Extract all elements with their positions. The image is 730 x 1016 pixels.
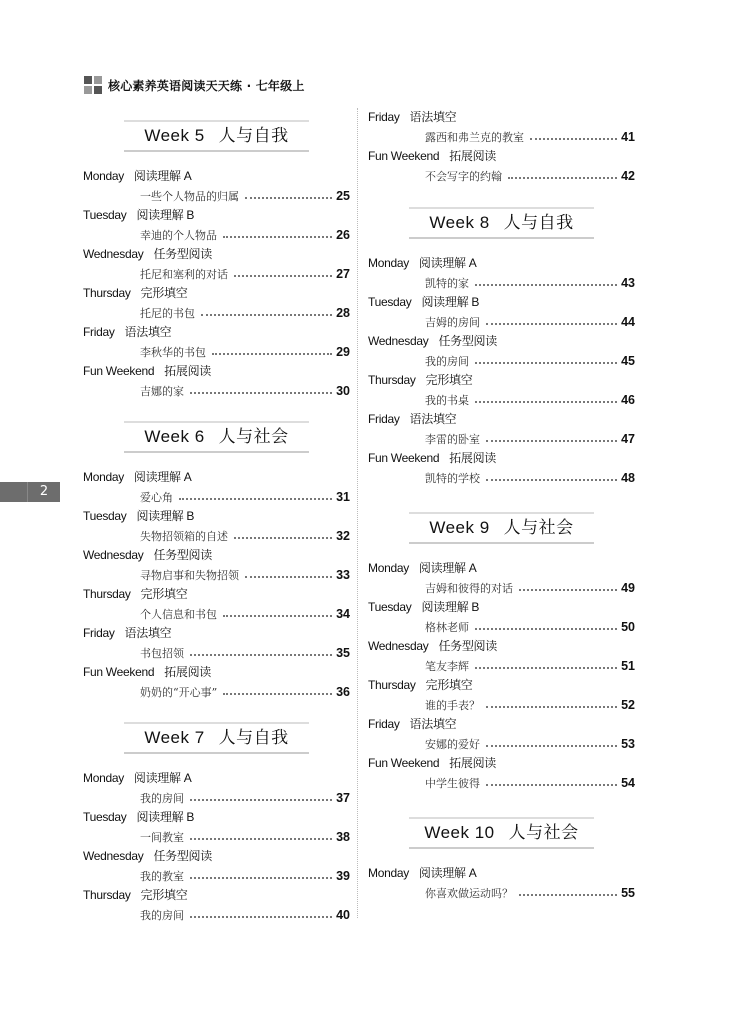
week-theme: 人与社会 <box>503 518 574 537</box>
exercise-type: 任务型阅读 <box>438 334 497 348</box>
toc-entry-link[interactable] <box>368 469 635 489</box>
week-label: Week 7 <box>144 728 205 747</box>
day-line <box>368 637 635 657</box>
week-section <box>83 120 350 401</box>
dot-leader <box>530 128 617 140</box>
entry-page-number: 38 <box>336 829 350 844</box>
day-label: Wednesday <box>83 849 144 863</box>
toc-entry-link[interactable] <box>83 566 350 586</box>
entry-title: 托尼和塞利的对话 <box>140 267 228 281</box>
day-label: Tuesday <box>83 810 127 824</box>
entry-page-number: 30 <box>336 383 350 398</box>
dot-leader <box>486 735 617 747</box>
day-label: Monday <box>83 169 124 183</box>
day-label: Fun Weekend <box>368 451 440 465</box>
entry-title: 寻物启事和失物招领 <box>140 568 239 582</box>
entry-page-number: 42 <box>621 168 635 183</box>
toc-entry-link[interactable] <box>83 789 350 809</box>
week-theme: 人与自我 <box>218 126 289 145</box>
week-section <box>368 512 635 793</box>
day-line <box>368 410 635 430</box>
week-heading <box>409 817 594 849</box>
week-theme: 人与社会 <box>218 427 289 446</box>
dot-leader <box>223 605 332 617</box>
entry-page-number: 47 <box>621 431 635 446</box>
dot-leader <box>190 644 332 656</box>
dot-leader <box>223 683 332 695</box>
toc-entry-link[interactable] <box>368 774 635 794</box>
day-label: Thursday <box>83 587 131 601</box>
entry-page-number: 26 <box>336 227 350 242</box>
toc-entry-link[interactable] <box>368 696 635 716</box>
page-number-tab <box>0 482 60 502</box>
dot-leader <box>475 657 617 669</box>
toc-entry-link[interactable] <box>368 430 635 450</box>
exercise-type: 阅读理解 A <box>133 771 192 785</box>
entry-page-number: 40 <box>336 907 350 922</box>
toc-entry-link[interactable] <box>368 618 635 638</box>
day-label: Thursday <box>368 678 416 692</box>
exercise-type: 阅读理解 B <box>421 295 480 309</box>
dot-leader <box>234 527 332 539</box>
dot-leader <box>486 469 617 481</box>
toc-entry-link[interactable] <box>83 343 350 363</box>
page-number: 2 <box>27 482 60 502</box>
day-label: Wednesday <box>83 247 144 261</box>
week-section <box>368 108 635 186</box>
entry-title: 一间教室 <box>140 830 184 844</box>
day-line <box>368 293 635 313</box>
entry-title: 我的房间 <box>140 908 184 922</box>
day-line <box>83 468 350 488</box>
day-line <box>83 769 350 789</box>
toc-entry-link[interactable] <box>83 527 350 547</box>
entry-title: 托尼的书包 <box>140 306 195 320</box>
entry-page-number: 50 <box>621 619 635 634</box>
day-line <box>83 284 350 304</box>
day-line <box>83 585 350 605</box>
entry-title: 格林老师 <box>425 620 469 634</box>
entry-title: 李雷的卧室 <box>425 432 480 446</box>
entry-page-number: 46 <box>621 392 635 407</box>
day-line <box>368 559 635 579</box>
toc-entry-link[interactable] <box>368 128 635 148</box>
day-line <box>368 449 635 469</box>
exercise-type: 阅读理解 B <box>421 600 480 614</box>
entry-page-number: 36 <box>336 684 350 699</box>
exercise-type: 拓展阅读 <box>164 665 212 679</box>
day-line <box>368 715 635 735</box>
entry-page-number: 35 <box>336 645 350 660</box>
day-line <box>368 332 635 352</box>
day-line <box>83 507 350 527</box>
day-label: Tuesday <box>83 509 127 523</box>
dot-leader <box>475 352 617 364</box>
week-heading <box>124 120 309 152</box>
exercise-type: 阅读理解 A <box>418 256 477 270</box>
dot-leader <box>234 265 332 277</box>
day-label: Wednesday <box>83 548 144 562</box>
dot-leader <box>486 430 617 442</box>
exercise-type: 任务型阅读 <box>153 548 212 562</box>
entry-page-number: 43 <box>621 275 635 290</box>
day-label: Wednesday <box>368 639 429 653</box>
entry-page-number: 49 <box>621 580 635 595</box>
week-section <box>83 722 350 925</box>
entry-title: 一些个人物品的归属 <box>140 189 239 203</box>
dot-leader <box>508 167 617 179</box>
dot-leader <box>245 566 332 578</box>
entry-title: 我的教室 <box>140 869 184 883</box>
toc-entry-link[interactable] <box>83 187 350 207</box>
entry-title: 幸迪的个人物品 <box>140 228 217 242</box>
entry-page-number: 28 <box>336 305 350 320</box>
toc-entry-link[interactable] <box>83 304 350 324</box>
exercise-type: 阅读理解 A <box>133 169 192 183</box>
dot-leader <box>519 884 617 896</box>
day-line <box>83 663 350 683</box>
day-line <box>83 323 350 343</box>
entry-page-number: 29 <box>336 344 350 359</box>
toc-entry-link[interactable] <box>83 828 350 848</box>
book-logo-icon <box>84 76 102 94</box>
exercise-type: 任务型阅读 <box>153 247 212 261</box>
entry-page-number: 54 <box>621 775 635 790</box>
day-label: Monday <box>368 866 409 880</box>
entry-title: 不会写字的约翰 <box>425 169 502 183</box>
day-label: Fun Weekend <box>83 364 155 378</box>
entry-title: 笔友李辉 <box>425 659 469 673</box>
dot-leader <box>245 187 332 199</box>
exercise-type: 拓展阅读 <box>449 451 497 465</box>
toc-entry-link[interactable] <box>368 884 635 904</box>
entry-page-number: 33 <box>336 567 350 582</box>
exercise-type: 阅读理解 A <box>418 561 477 575</box>
entry-page-number: 51 <box>621 658 635 673</box>
entry-title: 安娜的爱好 <box>425 737 480 751</box>
entry-title: 吉娜的家 <box>140 384 184 398</box>
day-line <box>368 371 635 391</box>
entry-page-number: 25 <box>336 188 350 203</box>
entry-page-number: 32 <box>336 528 350 543</box>
day-line <box>368 754 635 774</box>
exercise-type: 完形填空 <box>140 888 188 902</box>
toc-entry-link[interactable] <box>368 352 635 372</box>
exercise-type: 阅读理解 A <box>133 470 192 484</box>
day-label: Thursday <box>83 286 131 300</box>
exercise-type: 完形填空 <box>425 373 473 387</box>
exercise-type: 阅读理解 A <box>418 866 477 880</box>
exercise-type: 拓展阅读 <box>449 756 497 770</box>
toc-entry-link[interactable] <box>83 488 350 508</box>
day-line <box>368 147 635 167</box>
day-label: Fun Weekend <box>83 665 155 679</box>
entry-title: 李秋华的书包 <box>140 345 206 359</box>
day-label: Tuesday <box>368 600 412 614</box>
dot-leader <box>190 382 332 394</box>
dot-leader <box>190 867 332 879</box>
entry-title: 书包招领 <box>140 646 184 660</box>
column-divider <box>357 108 358 918</box>
dot-leader <box>475 618 617 630</box>
exercise-type: 拓展阅读 <box>164 364 212 378</box>
exercise-type: 语法填空 <box>409 717 457 731</box>
day-line <box>83 167 350 187</box>
day-line <box>368 676 635 696</box>
entry-page-number: 34 <box>336 606 350 621</box>
week-section <box>368 207 635 488</box>
day-label: Thursday <box>368 373 416 387</box>
toc-entry-link[interactable] <box>83 683 350 703</box>
toc-entry-link[interactable] <box>83 906 350 926</box>
entry-title: 凯特的学校 <box>425 471 480 485</box>
entry-title: 你喜欢做运动吗？ <box>425 886 513 900</box>
entry-page-number: 39 <box>336 868 350 883</box>
toc-entry-link[interactable] <box>83 605 350 625</box>
day-label: Fun Weekend <box>368 756 440 770</box>
day-line <box>83 245 350 265</box>
entry-title: 奶奶的“开心事” <box>140 685 218 699</box>
day-label: Monday <box>83 470 124 484</box>
day-line <box>83 808 350 828</box>
dot-leader <box>179 488 332 500</box>
week-heading <box>409 207 594 239</box>
day-line <box>83 362 350 382</box>
day-label: Monday <box>368 256 409 270</box>
week-section <box>83 421 350 702</box>
exercise-type: 语法填空 <box>124 325 172 339</box>
entry-title: 露西和弗兰克的教室 <box>425 130 524 144</box>
dot-leader <box>212 343 332 355</box>
entry-title: 凯特的家 <box>425 276 469 290</box>
entry-title: 我的房间 <box>140 791 184 805</box>
day-label: Friday <box>83 626 115 640</box>
dot-leader <box>486 696 617 708</box>
week-theme: 人与社会 <box>508 823 579 842</box>
day-line <box>368 864 635 884</box>
dot-leader <box>486 313 617 325</box>
entry-page-number: 44 <box>621 314 635 329</box>
dot-leader <box>201 304 332 316</box>
day-label: Fun Weekend <box>368 149 440 163</box>
entry-title: 个人信息和书包 <box>140 607 217 621</box>
dot-leader <box>190 828 332 840</box>
dot-leader <box>519 579 617 591</box>
dot-leader <box>190 789 332 801</box>
week-label: Week 6 <box>144 427 205 446</box>
day-label: Friday <box>368 412 400 426</box>
week-label: Week 8 <box>429 213 490 232</box>
exercise-type: 任务型阅读 <box>438 639 497 653</box>
dot-leader <box>475 274 617 286</box>
week-theme: 人与自我 <box>218 728 289 747</box>
toc-entry-link[interactable] <box>368 167 635 187</box>
day-label: Monday <box>368 561 409 575</box>
toc-entry-link[interactable] <box>368 313 635 333</box>
entry-title: 我的房间 <box>425 354 469 368</box>
exercise-type: 完形填空 <box>140 587 188 601</box>
day-label: Monday <box>83 771 124 785</box>
day-line <box>368 254 635 274</box>
entry-page-number: 27 <box>336 266 350 281</box>
day-line <box>368 108 635 128</box>
entry-title: 中学生彼得 <box>425 776 480 790</box>
day-line <box>83 624 350 644</box>
entry-title: 我的书桌 <box>425 393 469 407</box>
day-label: Tuesday <box>368 295 412 309</box>
day-label: Friday <box>368 110 400 124</box>
toc-entry-link[interactable] <box>368 274 635 294</box>
dot-leader <box>223 226 332 238</box>
day-line <box>83 886 350 906</box>
exercise-type: 阅读理解 B <box>136 810 195 824</box>
running-header <box>84 76 305 94</box>
toc-entry-link[interactable] <box>83 644 350 664</box>
toc-entry-link[interactable] <box>368 391 635 411</box>
week-label: Week 10 <box>424 823 495 842</box>
week-label: Week 5 <box>144 126 205 145</box>
toc-entry-link[interactable] <box>368 579 635 599</box>
toc-entry-link[interactable] <box>368 657 635 677</box>
week-section <box>368 817 635 903</box>
day-label: Friday <box>368 717 400 731</box>
week-label: Week 9 <box>429 518 490 537</box>
week-heading <box>124 421 309 453</box>
week-heading <box>124 722 309 754</box>
week-heading <box>409 512 594 544</box>
entry-title: 失物招领箱的自述 <box>140 529 228 543</box>
entry-title: 吉姆和彼得的对话 <box>425 581 513 595</box>
entry-title: 谁的手表？ <box>425 698 480 712</box>
toc-entry-link[interactable] <box>83 226 350 246</box>
day-label: Friday <box>83 325 115 339</box>
exercise-type: 完形填空 <box>425 678 473 692</box>
day-label: Thursday <box>83 888 131 902</box>
exercise-type: 语法填空 <box>409 412 457 426</box>
book-title: 核心素养英语阅读天天练 · 七年级上 <box>108 78 305 93</box>
exercise-type: 语法填空 <box>409 110 457 124</box>
day-line <box>83 847 350 867</box>
day-line <box>83 546 350 566</box>
toc-entry-link[interactable] <box>368 735 635 755</box>
exercise-type: 任务型阅读 <box>153 849 212 863</box>
entry-page-number: 31 <box>336 489 350 504</box>
exercise-type: 阅读理解 B <box>136 208 195 222</box>
day-label: Wednesday <box>368 334 429 348</box>
week-theme: 人与自我 <box>503 213 574 232</box>
dot-leader <box>190 906 332 918</box>
exercise-type: 阅读理解 B <box>136 509 195 523</box>
entry-page-number: 48 <box>621 470 635 485</box>
exercise-type: 拓展阅读 <box>449 149 497 163</box>
day-line <box>83 206 350 226</box>
entry-page-number: 53 <box>621 736 635 751</box>
entry-page-number: 41 <box>621 129 635 144</box>
dot-leader <box>486 774 617 786</box>
toc-entry-link[interactable] <box>83 382 350 402</box>
entry-page-number: 55 <box>621 885 635 900</box>
entry-page-number: 52 <box>621 697 635 712</box>
entry-page-number: 37 <box>336 790 350 805</box>
entry-page-number: 45 <box>621 353 635 368</box>
exercise-type: 完形填空 <box>140 286 188 300</box>
entry-title: 爱心角 <box>140 490 173 504</box>
day-line <box>368 598 635 618</box>
entry-title: 吉姆的房间 <box>425 315 480 329</box>
toc-entry-link[interactable] <box>83 265 350 285</box>
exercise-type: 语法填空 <box>124 626 172 640</box>
dot-leader <box>475 391 617 403</box>
day-label: Tuesday <box>83 208 127 222</box>
toc-entry-link[interactable] <box>83 867 350 887</box>
